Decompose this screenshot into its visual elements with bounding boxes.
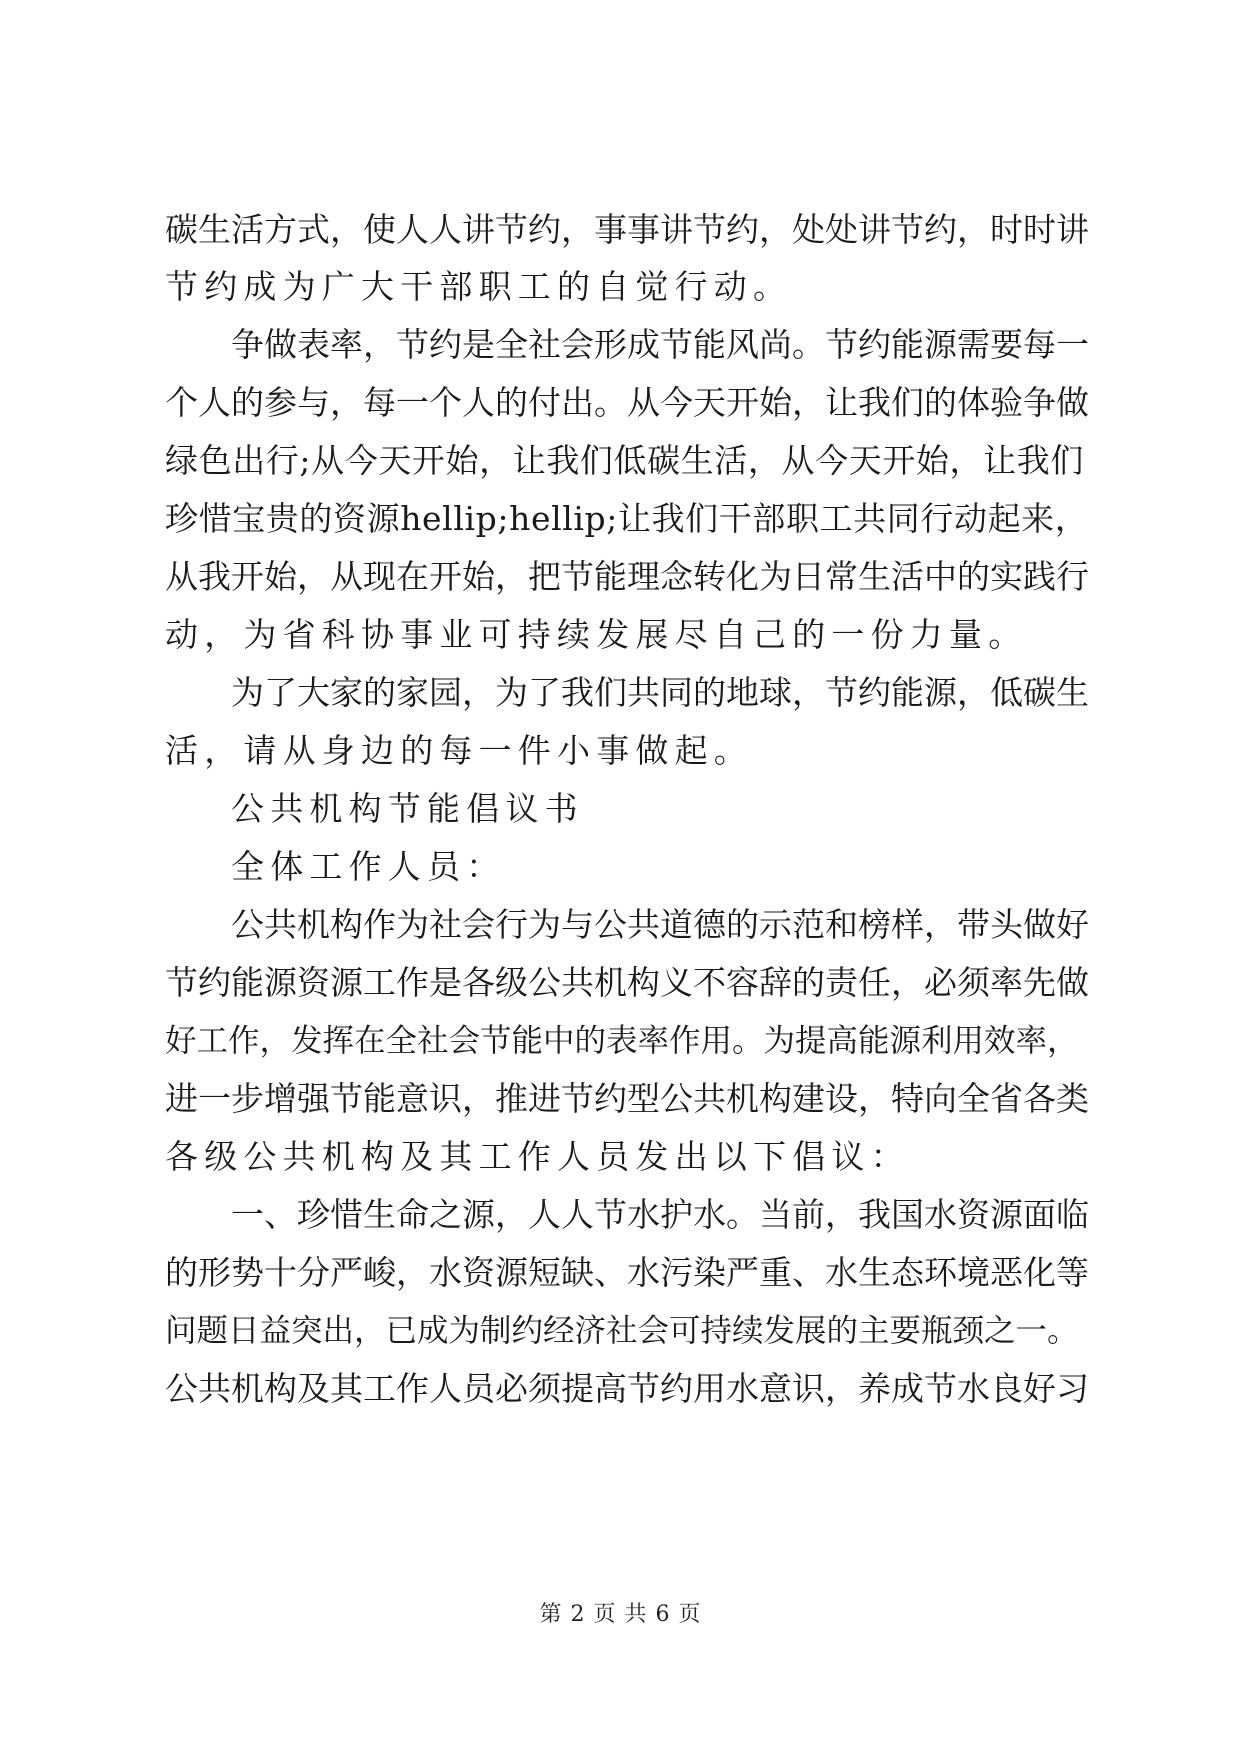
salutation: 全体工作人员： (231, 847, 506, 886)
paragraph-line: 争做表率，节约是全社会形成节能风尚。节约能源需要每一 (231, 325, 1089, 364)
page-number-footer: 第 2 页 共 6 页 (539, 1602, 702, 1627)
paragraph-line: 为了大家的家园，为了我们共同的地球，节约能源，低碳生 (231, 673, 1089, 712)
paragraph-line: 节约能源资源工作是各级公共机构义不容辞的责任，必须率先做 (165, 963, 1089, 1002)
paragraph-line: 个人的参与，每一个人的付出。从今天开始，让我们的体验争做 (165, 383, 1089, 422)
paragraph-line: 各级公共机构及其工作人员发出以下倡议： (165, 1137, 910, 1176)
paragraph-line: 一、珍惜生命之源，人人节水护水。当前，我国水资源面临 (231, 1195, 1089, 1234)
paragraph-line: 进一步增强节能意识，推进节约型公共机构建设，特向全省各类 (165, 1079, 1089, 1118)
paragraph-line: 从我开始，从现在开始，把节能理念转化为日常生活中的实践行 (165, 557, 1089, 596)
paragraph-line: 问题日益突出，已成为制约经济社会可持续发展的主要瓶颈之一。 (165, 1313, 1079, 1349)
paragraph-line: 动，为省科协事业可持续发展尽自己的一份力量。 (165, 615, 1028, 654)
paragraph-line: 公共机构作为社会行为与公共道德的示范和榜样，带头做好 (231, 905, 1089, 944)
paragraph-line: 的形势十分严峻，水资源短缺、水污染严重、水生态环境恶化等 (165, 1253, 1089, 1292)
paragraph-line: 节约成为广大干部职工的自觉行动。 (165, 267, 793, 306)
paragraph-line: 好工作，发挥在全社会节能中的表率作用。为提高能源利用效率， (165, 1023, 1079, 1059)
paragraph-line: 绿色出行;从今天开始，让我们低碳生活，从今天开始，让我们 (165, 441, 1084, 480)
section-title: 公共机构节能倡议书 (231, 789, 584, 828)
paragraph-line: 公共机构及其工作人员必须提高节约用水意识，养成节水良好习 (165, 1369, 1089, 1408)
paragraph-line: 珍惜宝贵的资源hellip;hellip;让我们干部职工共同行动起来， (165, 499, 1089, 538)
paragraph-line: 碳生活方式，使人人讲节约，事事讲节约，处处讲节约，时时讲 (165, 210, 1089, 249)
paragraph-line: 活，请从身边的每一件小事做起。 (165, 731, 753, 770)
